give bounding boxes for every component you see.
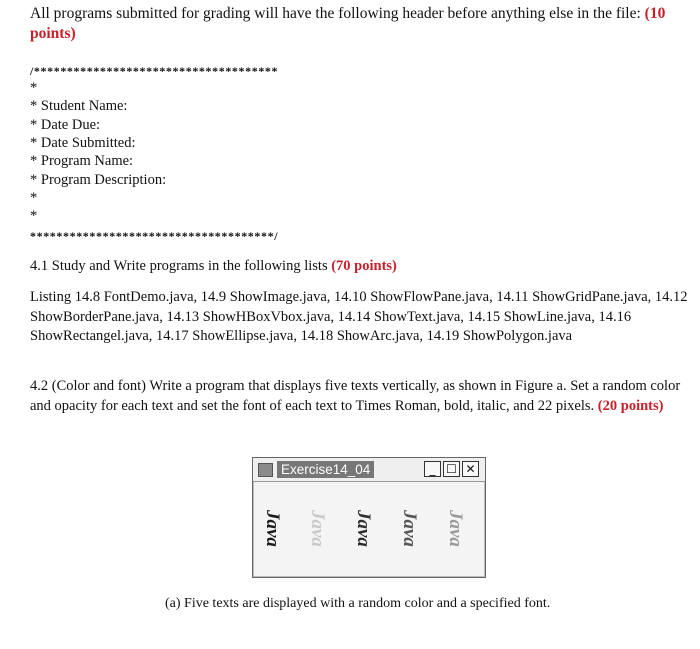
q41-listing: Listing 14.8 FontDemo.java, 14.9 ShowImage.java, 14.10 ShowFlowPane.java, 14.11 ShowGridPane.java, 14.12 ShowBorderPane.java, 14.13 ShowHBoxVbox.java, 14.14 ShowText.java, 14.15 ShowLine.java, 14.16 ShowRectangel.java, 14.17 ShowEllipse.java, 14.18 ShowArc.java, 14.19 ShowPolygon.java bbox=[30, 289, 688, 344]
header-star-line: * bbox=[30, 80, 38, 96]
java-text-4: Java bbox=[399, 509, 420, 547]
intro-points: (10 points) bbox=[30, 5, 666, 42]
header-field-date-submitted: * Date Submitted: bbox=[30, 135, 136, 151]
q41-title: 4.1 Study and Write programs in the following lists bbox=[30, 258, 328, 274]
figure-window bbox=[252, 457, 486, 578]
header-star-line: * bbox=[30, 208, 38, 224]
header-field-program-name: * Program Name: bbox=[30, 153, 134, 169]
java-text-1: Java bbox=[262, 509, 283, 547]
header-star-line: * bbox=[30, 190, 38, 206]
header-close-line: *************************************/ bbox=[30, 229, 279, 243]
window-titlebar bbox=[253, 458, 485, 482]
figure-caption: (a) Five texts are displayed with a random color and a specified font. bbox=[165, 596, 551, 611]
close-icon[interactable]: ✕ bbox=[462, 461, 479, 477]
q42-text: 4.2 (Color and font) Write a program that displays five texts vertically, as shown in Figure a. Set a random color and opacity for each text and set the font of each text to Times Roman, bold, italic, and 22 pixels. bbox=[30, 378, 681, 414]
app-icon bbox=[258, 463, 273, 477]
header-open-line: /************************************* bbox=[30, 64, 279, 78]
q42-points: (20 points) bbox=[597, 397, 664, 414]
java-text-3: Java bbox=[353, 509, 374, 547]
java-text-5: Java bbox=[445, 509, 466, 547]
minimize-icon[interactable]: _ bbox=[424, 461, 441, 477]
header-field-date-due: * Date Due: bbox=[30, 117, 101, 133]
header-field-student-name: * Student Name: bbox=[30, 98, 128, 114]
intro-paragraph bbox=[30, 4, 690, 44]
intro-text: All programs submitted for grading will have the following header before anything else in the file: bbox=[30, 5, 641, 22]
java-text-2: Java bbox=[307, 509, 328, 547]
header-field-program-description: * Program Description: bbox=[30, 172, 167, 188]
window-title: Exercise14_04 bbox=[277, 461, 374, 478]
maximize-icon[interactable]: ☐ bbox=[443, 461, 460, 477]
q41-points: (70 points) bbox=[331, 258, 397, 274]
q41-heading bbox=[30, 257, 397, 276]
q42-paragraph bbox=[30, 377, 695, 416]
